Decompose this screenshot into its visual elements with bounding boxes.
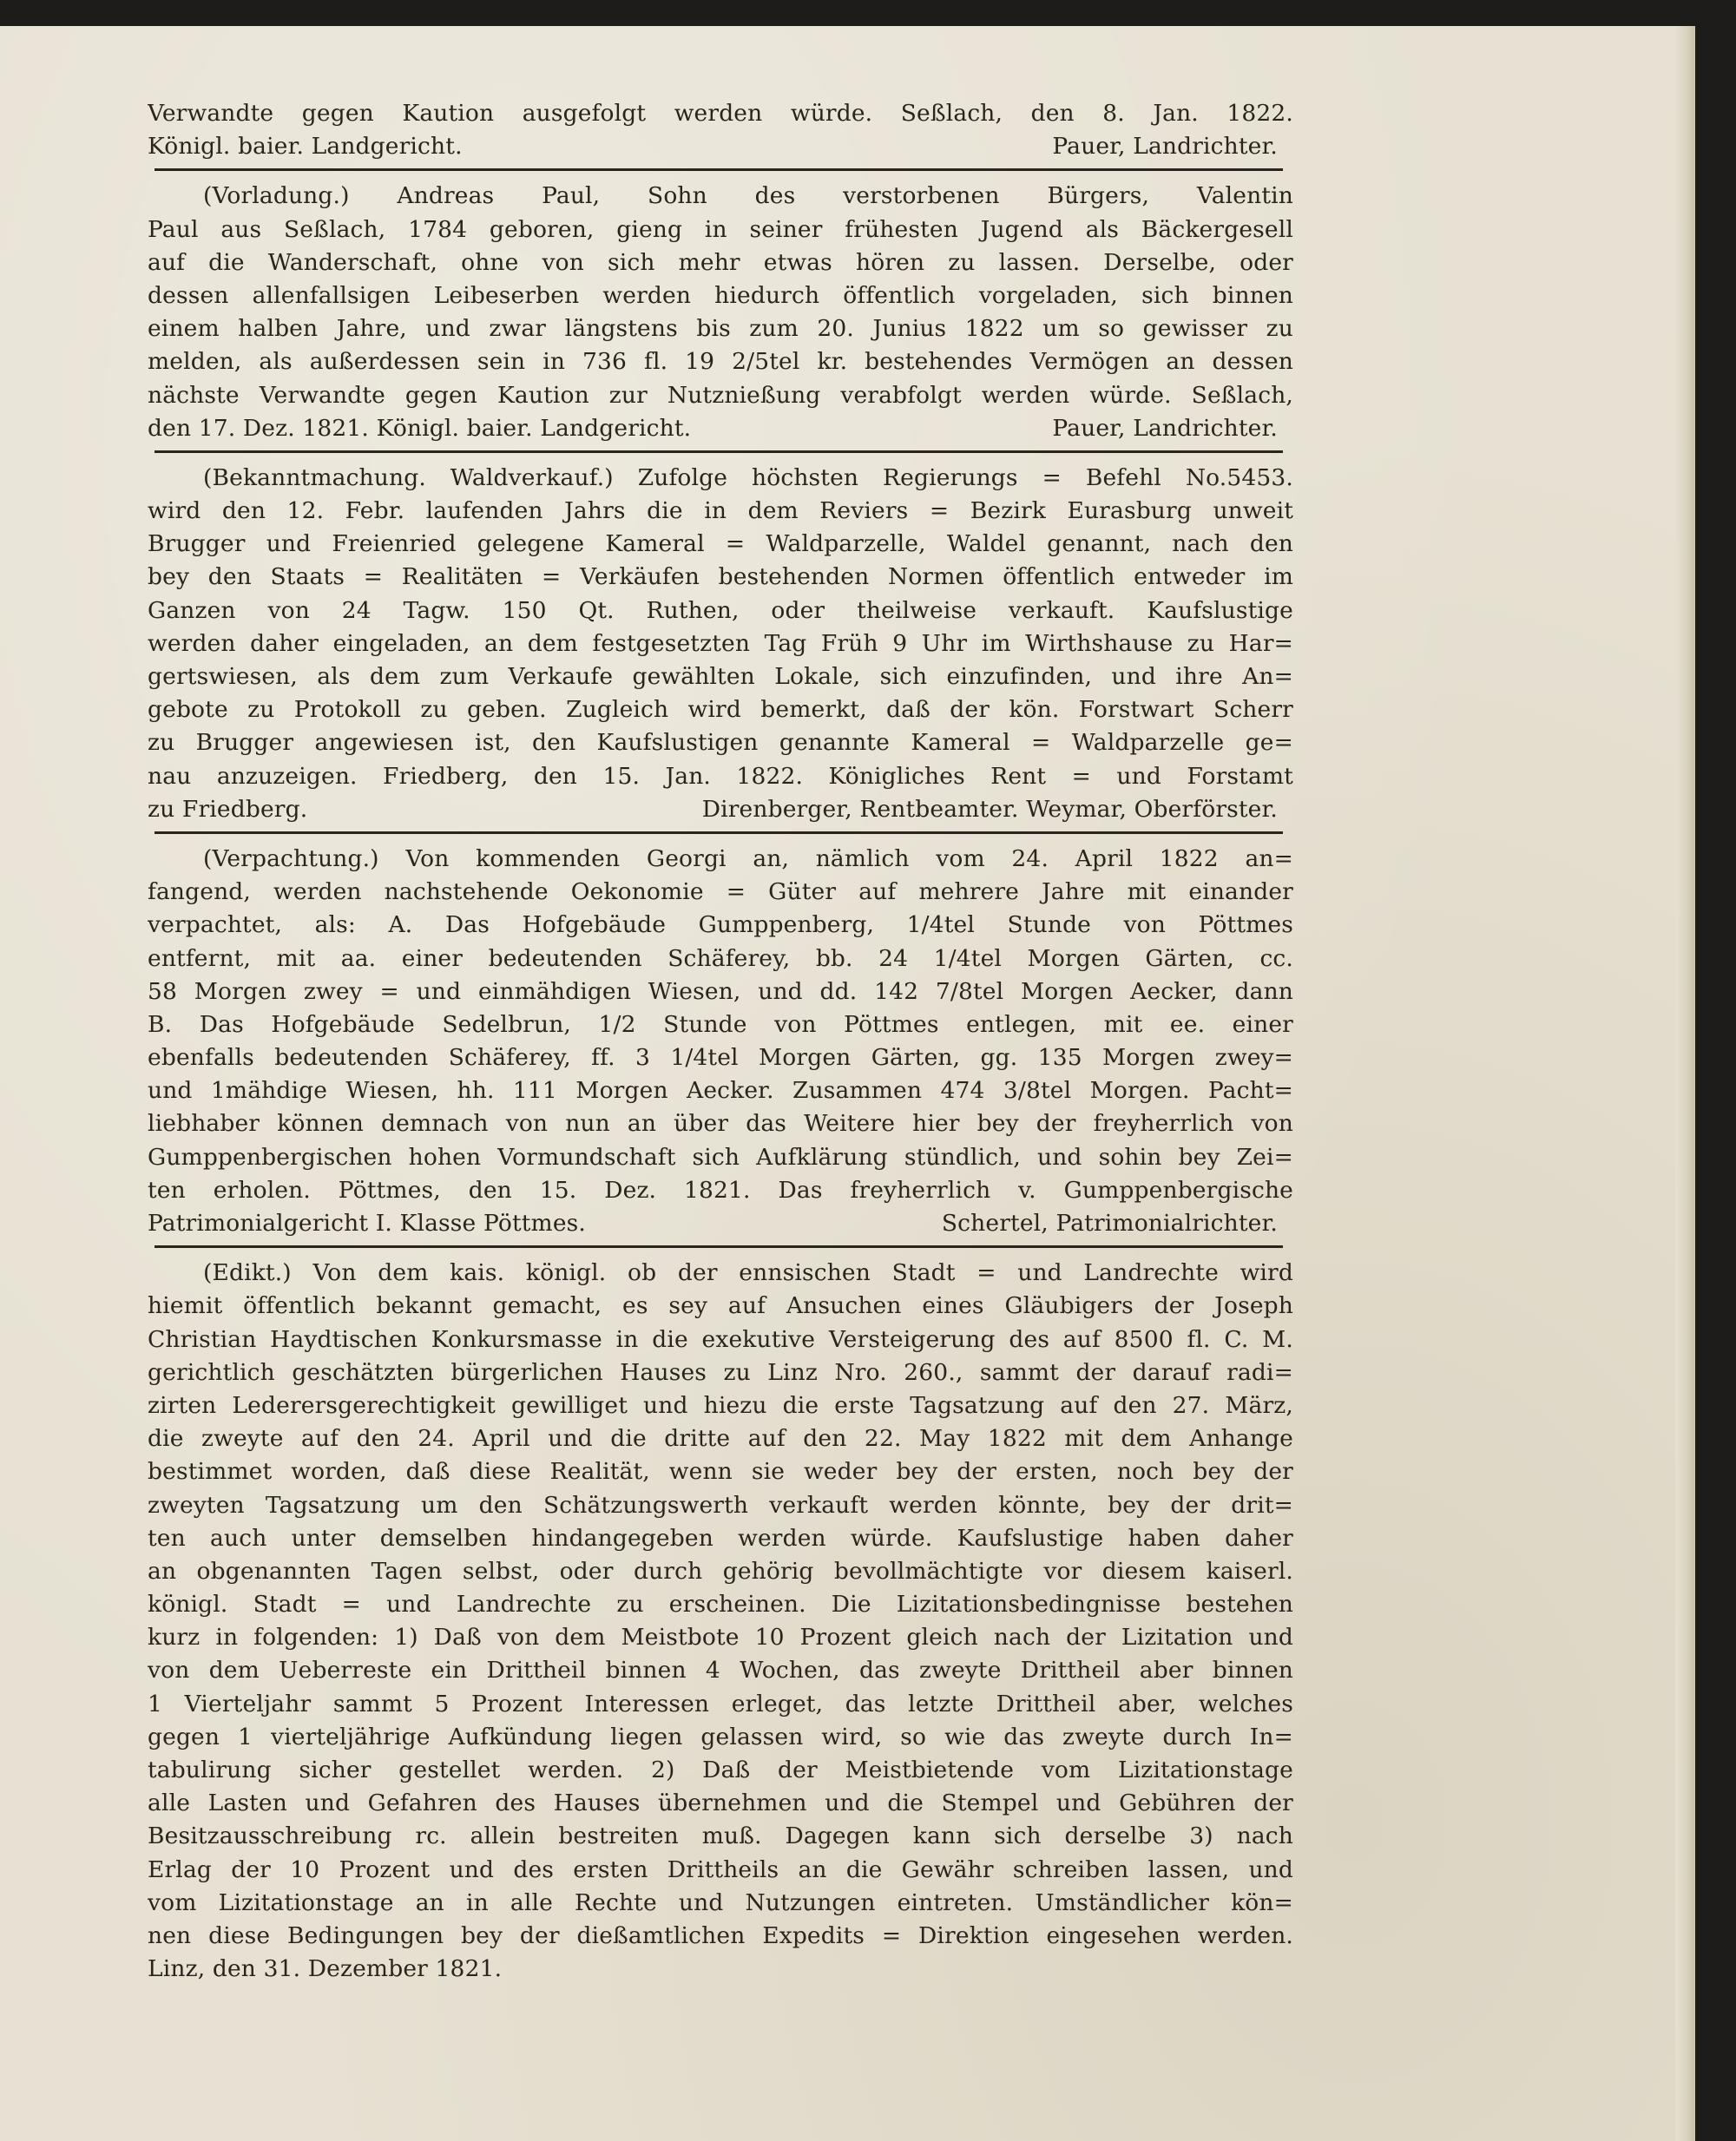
notice-line: bey den Staats = Realitäten = Verkäufen bestehenden Normen öffentlich entweder im [148,563,1293,591]
notice-line: tabulirung sicher gestellet werden. 2) Daß der Meistbietende vom Lizitationstage [148,1757,1293,1783]
notice-date-line: Linz, den 31. Dezember 1821. [148,1955,503,1983]
notice-vorladung [148,180,1293,445]
notice-date-court: den 17. Dez. 1821. Königl. baier. Landgericht. [148,414,692,442]
notice-line: bestimmet worden, daß diese Realität, wenn sie weder bey der ersten, noch bey der [148,1458,1293,1486]
notice-place: zu Friedberg. [148,795,308,823]
notice-line: einem halben Jahre, und zwar längstens bis zum 20. Junius 1822 um so gewisser zu [148,315,1293,343]
notice-line: ebenfalls bedeutenden Schäferey, ff. 3 1/4tel Morgen Gärten, gg. 135 Morgen zwey= [148,1044,1293,1072]
notice-line: ten erholen. Pöttmes, den 15. Dez. 1821. Das freyherrlich v. Gumppenbergische [148,1176,1293,1204]
notice-line: verpachtet, als: A. Das Hofgebäude Gumppenberg, 1/4tel Stunde von Pöttmes [148,911,1293,939]
notice-line: Erlag der 10 Prozent und des ersten Drittheils an die Gewähr schreiben lassen, und [148,1855,1293,1883]
signer-name: Pauer, Landrichter. [1052,133,1278,161]
notice-line: die zweyte auf den 24. April und die dritte auf den 22. May 1822 mit dem Anhange [148,1425,1293,1453]
notice-line: Christian Haydtischen Konkursmasse in die exekutive Versteigerung des auf 8500 fl. C. M. [148,1325,1293,1353]
section-divider [155,1245,1283,1248]
continuation-signature-line [148,130,1293,163]
notice-line: von dem Ueberreste ein Drittheil binnen 4 Wochen, das zweyte Drittheil aber binnen [148,1657,1293,1685]
notice-line: Brugger und Freienried gelegene Kameral = Waldparzelle, Waldel genannt, nach den [148,530,1293,558]
signer-name: Schertel, Patrimonialrichter. [941,1210,1278,1237]
notice-signature-line [148,412,1293,445]
notice-line: zu Brugger angewiesen ist, den Kaufslustigen genannte Kameral = Waldparzelle ge= [148,729,1293,757]
notice-line: fangend, werden nachstehende Oekonomie = Güter auf mehrere Jahre mit einander [148,878,1293,906]
section-divider [155,831,1283,834]
notice-court: Patrimonialgericht I. Klasse Pöttmes. [148,1210,586,1237]
notice-line: werden daher eingeladen, an dem festgesetzten Tag Früh 9 Uhr im Wirthshause zu Har= [148,629,1293,657]
notice-line: ten auch unter demselben hindangegeben werden würde. Kaufslustige haben daher [148,1524,1293,1552]
notice-line: auf die Wanderschaft, ohne von sich mehr etwas hören zu lassen. Derselbe, oder [148,248,1293,276]
notice-verpachtung [148,843,1293,1240]
notice-line: 1 Vierteljahr sammt 5 Prozent Interessen erleget, das letzte Drittheil aber, welches [148,1690,1293,1717]
notice-line: (Vorladung.) Andreas Paul, Sohn des verstorbenen Bürgers, Valentin [203,182,1293,210]
notice-line: Gumppenbergischen hohen Vormundschaft sich Aufklärung stündlich, und sohin bey Zei= [148,1143,1293,1171]
notice-line: (Verpachtung.) Von kommenden Georgi an, nämlich vom 24. April 1822 an= [203,844,1293,872]
page-edge [1675,26,1694,2141]
notice-line: gertswiesen, als dem zum Verkaufe gewählten Lokale, sich einzufinden, und ihre An= [148,663,1293,690]
notice-line: liebhaber können demnach von nun an über das Weitere hier bey der freyherrlich von [148,1110,1293,1138]
notice-line: 58 Morgen zwey = und einmähdigen Wiesen, und dd. 142 7/8tel Morgen Aecker, dann [148,977,1293,1005]
notice-line: kurz in folgenden: 1) Daß von dem Meistbote 10 Prozent gleich nach der Lizitation und [148,1624,1293,1652]
section-divider [155,450,1283,453]
notice-signature-line [148,793,1293,826]
notice-line: B. Das Hofgebäude Sedelbrun, 1/2 Stunde von Pöttmes entlegen, mit ee. einer [148,1010,1293,1038]
notice-line: zweyten Tagsatzung um den Schätzungswerth verkauft werden könnte, bey der drit= [148,1491,1293,1519]
court-name: Königl. baier. Landgericht. [148,133,463,161]
notice-line: dessen allenfallsigen Leibeserben werden hiedurch öffentlich vorgeladen, sich binnen [148,281,1293,309]
continuation-line: Verwandte gegen Kaution ausgefolgt werden würde. Seßlach, den 8. Jan. 1822. [148,100,1293,127]
notice-line: Paul aus Seßlach, 1784 geboren, gieng in seiner frühesten Jugend als Bäckergesell [148,215,1293,243]
notice-line: wird den 12. Febr. laufenden Jahrs die in dem Reviers = Bezirk Eurasburg unweit [148,497,1293,525]
notice-line: entfernt, mit aa. einer bedeutenden Schäferey, bb. 24 1/4tel Morgen Gärten, cc. [148,944,1293,972]
notice-line: und 1mähdige Wiesen, hh. 111 Morgen Aecker. Zusammen 474 3/8tel Morgen. Pacht= [148,1077,1293,1105]
notice-line: hiemit öffentlich bekannt gemacht, es sey auf Ansuchen eines Gläubigers der Joseph [148,1292,1293,1320]
notice-signature-line [148,1207,1293,1240]
notice-line: alle Lasten und Gefahren des Hauses übernehmen und die Stempel und Gebühren der [148,1790,1293,1817]
section-divider [155,168,1283,171]
notice-line: (Bekanntmachung. Waldverkauf.) Zufolge höchsten Regierungs = Befehl No.5453. [203,463,1293,491]
notice-line: Ganzen von 24 Tagw. 150 Qt. Ruthen, oder theilweise verkauft. Kaufslustige [148,596,1293,624]
text-column [148,97,1293,1986]
continuation-notice [148,97,1293,163]
notice-line: melden, als außerdessen sein in 736 fl. 19 2/5tel kr. bestehendes Vermögen an dessen [148,348,1293,376]
notice-line: an obgenannten Tagen selbst, oder durch gehörig bevollmächtigte vor diesem kaiserl. [148,1557,1293,1585]
notice-line: gerichtlich geschätzten bürgerlichen Hauses zu Linz Nro. 260., sammt der darauf radi= [148,1358,1293,1386]
notice-line: gegen 1 vierteljährige Aufkündung liegen gelassen wird, so wie das zweyte durch In= [148,1723,1293,1750]
signer-name: Pauer, Landrichter. [1052,414,1278,442]
notice-line: königl. Stadt = und Landrechte zu erscheinen. Die Lizitationsbedingnisse bestehen [148,1591,1293,1619]
notice-line: nächste Verwandte gegen Kaution zur Nutznießung verabfolgt werden würde. Seßlach, [148,381,1293,409]
notice-edikt [148,1257,1293,1986]
notice-line: Besitzausschreibung rc. allein bestreiten muß. Dagegen kann sich derselbe 3) nach [148,1822,1293,1850]
notice-line: gebote zu Protokoll zu geben. Zugleich wird bemerkt, daß der kön. Forstwart Scherr [148,696,1293,724]
notice-line: (Edikt.) Von dem kais. königl. ob der ennsischen Stadt = und Landrechte wird [203,1259,1293,1287]
signer-name: Direnberger, Rentbeamter. Weymar, Oberförster. [701,795,1278,823]
notice-line: nau anzuzeigen. Friedberg, den 15. Jan. 1822. Königliches Rent = und Forstamt [148,762,1293,790]
notice-line: zirten Lederersgerechtigkeit gewilliget und hiezu die erste Tagsatzung auf den 27. März, [148,1391,1293,1419]
notice-line: nen diese Bedingungen bey der dießamtlichen Expedits = Direktion eingesehen werden. [148,1921,1293,1949]
notice-bekanntmachung [148,462,1293,826]
notice-line: vom Lizitationstage an in alle Rechte und Nutzungen eintreten. Umständlicher kön= [148,1888,1293,1916]
